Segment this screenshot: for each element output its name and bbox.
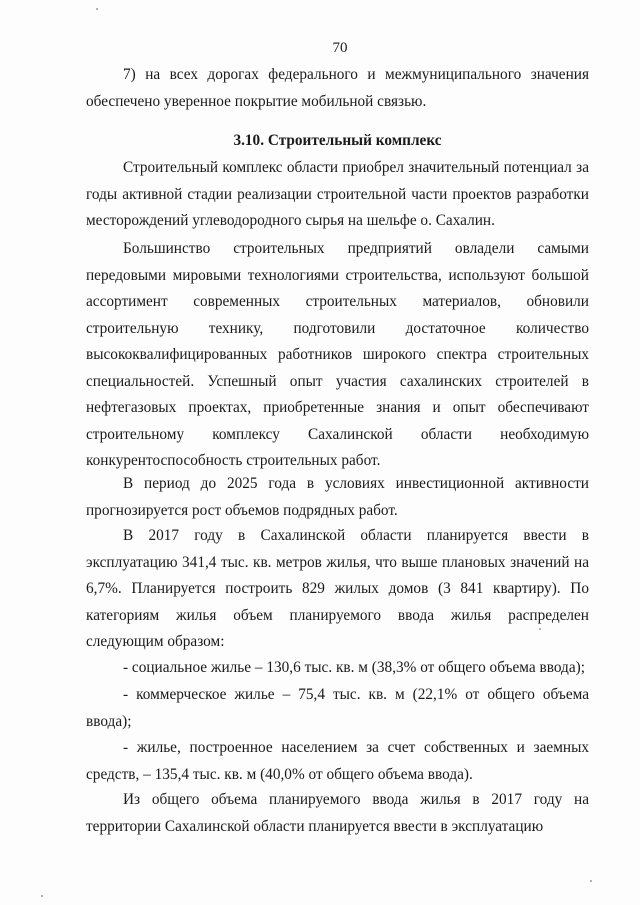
scan-speck xyxy=(539,628,541,630)
scan-speck xyxy=(96,8,98,10)
paragraph-text: - коммерческое жилье – 75,4 тыс. кв. м (22,1% от общего объема ввода); xyxy=(86,686,589,730)
paragraph-mobile-coverage xyxy=(86,62,589,115)
paragraph-text: В период до 2025 года в условиях инвестиционной активности прогнозируется рост объемов подрядных работ. xyxy=(86,475,589,519)
list-item-social-housing xyxy=(86,655,589,682)
scan-speck xyxy=(590,880,592,882)
paragraph-forecast-2025 xyxy=(86,471,589,524)
paragraph-construction-enterprises xyxy=(86,236,589,475)
scan-speck xyxy=(41,895,43,897)
paragraph-text: Строительный комплекс области приобрел значительный потенциал за годы активной стадии реализации строительной части проектов разработки месторождений углеводородного сырья на шельфе о. Сахалин. xyxy=(86,159,589,229)
section-heading: 3.10. Строительный комплекс xyxy=(233,132,442,149)
paragraph-housing-commissioning xyxy=(86,787,589,840)
paragraph-construction-potential xyxy=(86,155,589,235)
list-item-private-housing xyxy=(86,735,589,788)
paragraph-text: В 2017 году в Сахалинской области планируется ввести в эксплуатацию 341,4 тыс. кв. метров жилья, что выше плановых значений на 6,7%. Планируется построить 829 жилых домов (3 841 квартиру). По категориям жилья объем планируемого ввода жилья распределен следующим образом: xyxy=(86,527,589,650)
paragraph-text: 7) на всех дорогах федерального и межмуниципального значения обеспечено уверенное покрытие мобильной связью. xyxy=(86,66,589,110)
paragraph-text: - жилье, построенное населением за счет собственных и заемных средств, – 135,4 тыс. кв. м (40,0% от общего объема ввода). xyxy=(86,739,589,783)
page-number: 70 xyxy=(332,40,348,56)
paragraph-housing-2017 xyxy=(86,523,589,656)
paragraph-text: - социальное жилье – 130,6 тыс. кв. м (38,3% от общего объема ввода); xyxy=(123,659,585,676)
list-item-commercial-housing xyxy=(86,682,589,735)
paragraph-text: Из общего объема планируемого ввода жилья в 2017 году на территории Сахалинской области планируется ввести в эксплуатацию xyxy=(86,791,589,835)
paragraph-text: Большинство строительных предприятий овладели самыми передовыми мировыми технологиями строительства, используют большой ассортимент современных строительных материалов, обновили строительную технику, подготовили достаточное количество высококвалифицированных работников широкого спектра строительных специальностей. Успешный опыт участия сахалинских строителей в нефтегазовых проектах, приобретенные знания и опыт обеспечивают строительному комплексу Сахалинской области необходимую конкурентоспособность строительных работ. xyxy=(86,240,589,469)
